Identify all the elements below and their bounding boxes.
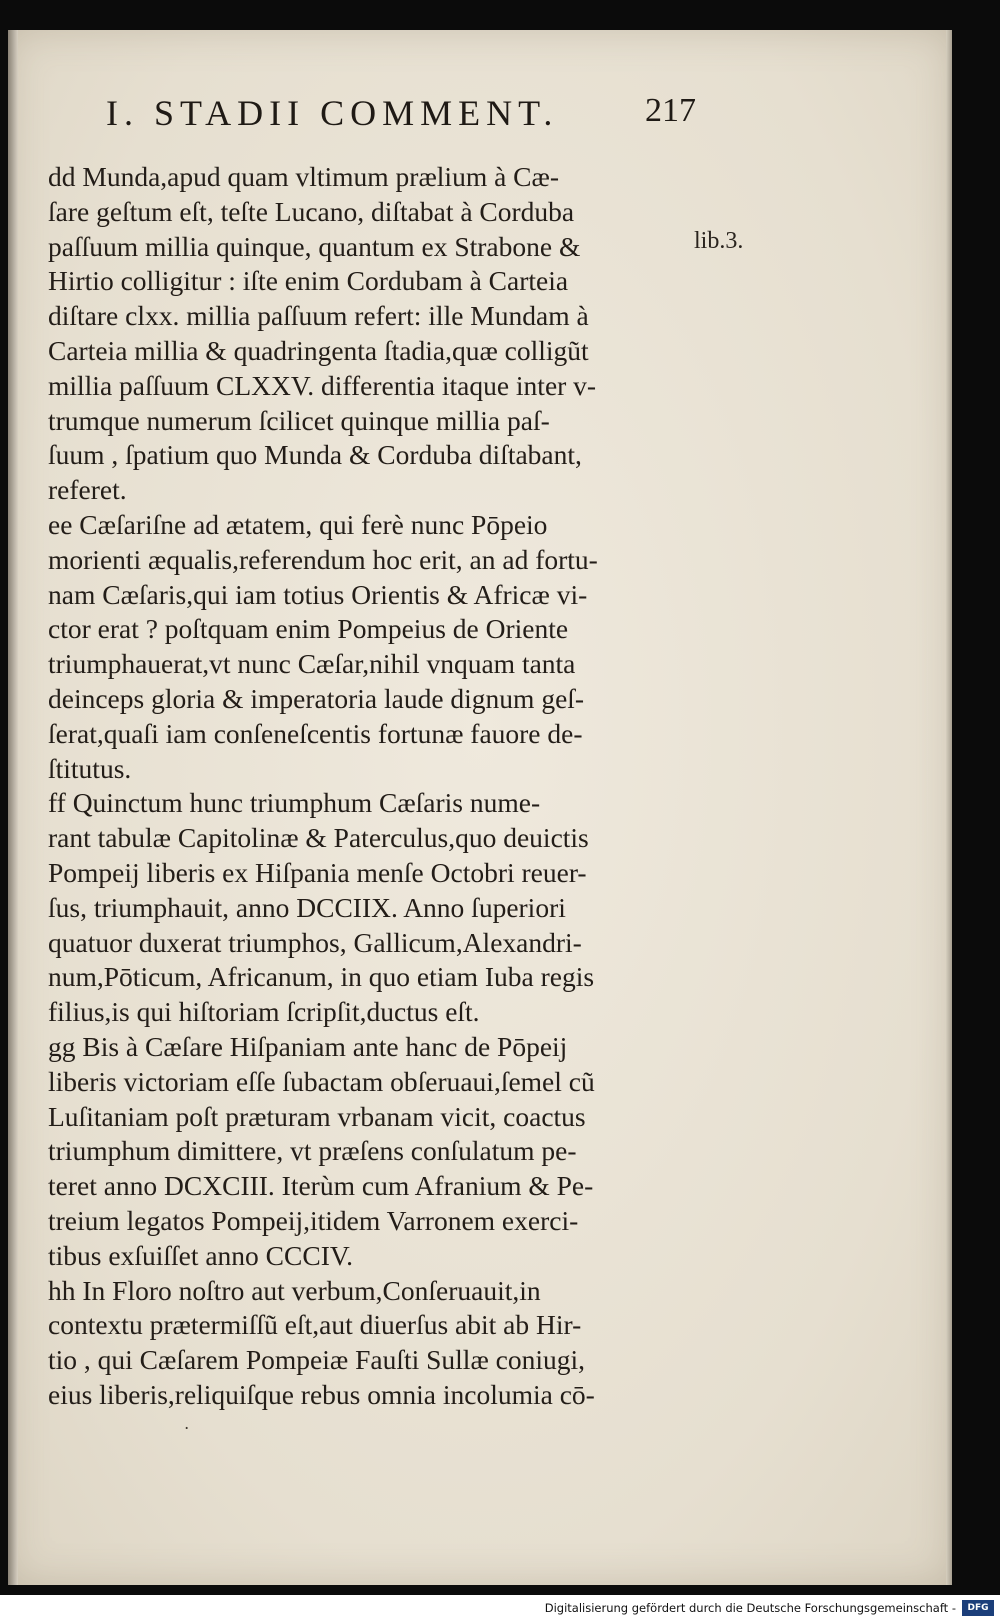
text-line: Carteia millia & quadringenta ſtadia,quæ colligũt	[48, 334, 589, 366]
text-line: teret anno DCXCIII. Iterùm cum Afranium & Pe-	[48, 1170, 594, 1202]
text-line: Luſitaniam poſt præturam vrbanam vicit, coactus	[48, 1100, 586, 1132]
text-line: ſtitutus.	[48, 752, 132, 784]
text-line: Pompeij liberis ex Hiſpania menſe Octobri reuer-	[48, 856, 587, 888]
page-gutter	[8, 30, 18, 1585]
running-head	[106, 92, 696, 142]
text-line: nam Cæſaris,qui iam totius Orientis & Africæ vi-	[48, 578, 588, 610]
digitization-footer	[0, 1595, 1000, 1623]
funding-credit: Digitalisierung gefördert durch die Deutsche Forschungsgemeinschaft -	[544, 1601, 956, 1615]
text-line: rant tabulæ Capitolinæ & Paterculus,quo deuictis	[48, 822, 589, 854]
page-edge	[946, 30, 952, 1585]
text-line: ff Quinctum hunc triumphum Cæſaris nume-	[48, 787, 541, 819]
text-line: contextu prætermiſſũ eſt,aut diuerſus abit ab Hir-	[48, 1309, 582, 1341]
text-line: liberis victoriam eſſe ſubactam obſeruaui,ſemel cũ	[48, 1065, 595, 1097]
text-line: eius liberis,reliquiſque rebus omnia incolumia cō-	[48, 1378, 595, 1410]
text-line: ſus, triumphauit, anno DCCIIX. Anno ſuperiori	[48, 891, 566, 923]
text-line: ſerat,quaſi iam conſeneſcentis fortunæ fauore de-	[48, 717, 583, 749]
text-line: paſſuum millia quinque, quantum ex Strabone &	[48, 230, 581, 262]
text-line: millia paſſuum CLXXV. differentia itaque inter v-	[48, 369, 597, 401]
text-line: tio , qui Cæſarem Pompeiæ Fauſti Sullæ coniugi,	[48, 1344, 586, 1376]
text-line: trumque numerum ſcilicet quinque millia paſ-	[48, 404, 550, 436]
stray-mark: ․	[184, 1414, 190, 1433]
running-title: I. STADII COMMENT.	[106, 93, 559, 133]
dfg-logo-icon: DFG	[962, 1600, 994, 1616]
text-line: tibus exſuiſſet anno CCCIV.	[48, 1239, 354, 1271]
text-line: referet.	[48, 474, 127, 506]
text-line: dd Munda,apud quam vltimum prælium à Cæ-	[48, 161, 560, 192]
book-page	[8, 30, 952, 1585]
text-line: ctor erat ? poſtquam enim Pompeius de Oriente	[48, 613, 569, 645]
body-text	[48, 160, 698, 1413]
page-number: 217	[645, 92, 696, 129]
text-line: gg Bis à Cæſare Hiſpaniam ante hanc de Pōpeij	[48, 1030, 568, 1062]
text-line: filius,is qui hiſtoriam ſcripſit,ductus eſt.	[48, 996, 480, 1028]
text-line: num,Pōticum, Africanum, in quo etiam Iuba regis	[48, 961, 595, 993]
text-line: ſuum , ſpatium quo Munda & Corduba diſtabant,	[48, 439, 582, 471]
text-line: ee Cæſariſne ad ætatem, qui ferè nunc Pōpeio	[48, 508, 548, 540]
text-line: triumphauerat,vt nunc Cæſar,nihil vnquam tanta	[48, 648, 576, 680]
text-line: hh In Floro noſtro aut verbum,Conſeruauit,in	[48, 1274, 541, 1306]
text-line: diſtare clxx. millia paſſuum refert: ille Mundam à	[48, 300, 589, 332]
text-line: Hirtio colligitur : iſte enim Cordubam à Carteia	[48, 265, 569, 297]
marginal-note: lib.3.	[694, 228, 744, 254]
text-line: morienti æqualis,referendum hoc erit, an ad fortu-	[48, 543, 598, 575]
text-line: treium legatos Pompeij,itidem Varronem exerci-	[48, 1204, 579, 1236]
text-line: quatuor duxerat triumphos, Gallicum,Alexandri-	[48, 926, 582, 958]
text-line: ſare geſtum eſt, teſte Lucano, diſtabat à Corduba	[48, 195, 575, 227]
text-line: triumphum dimittere, vt præſens conſulatum pe-	[48, 1135, 577, 1167]
text-line: deinceps gloria & imperatoria laude dignum geſ-	[48, 682, 585, 714]
